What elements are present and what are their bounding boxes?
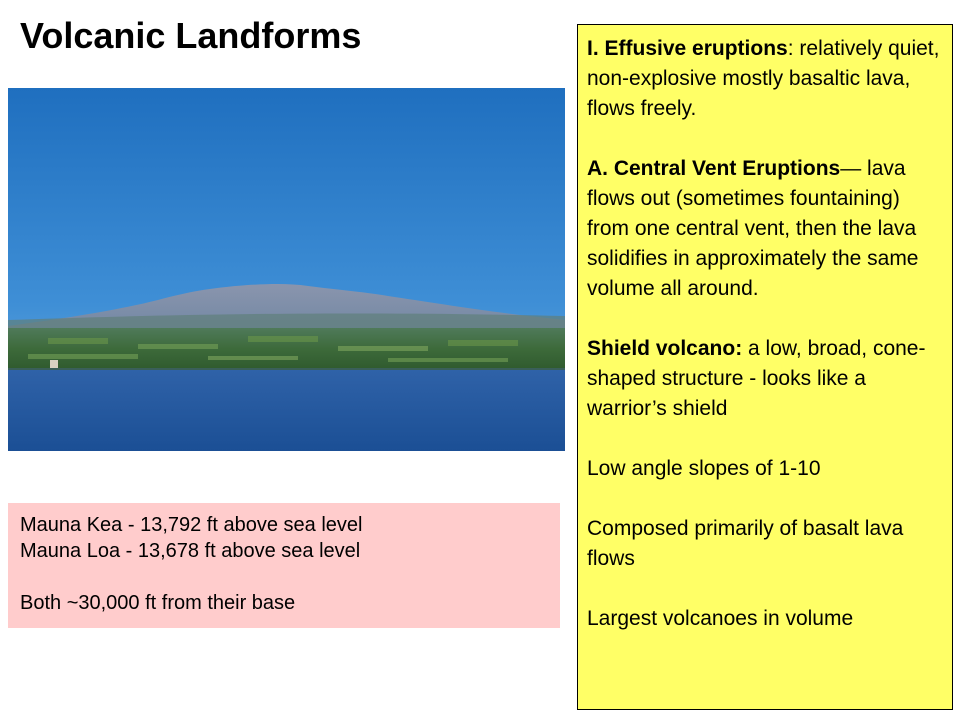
largest-text: Largest volcanoes in volume xyxy=(587,607,854,630)
shield-heading: Shield volcano: xyxy=(587,337,743,360)
effusive-heading: I. Effusive eruptions xyxy=(587,37,788,60)
composed-text: Composed primarily of basalt lava flows xyxy=(587,517,904,570)
caption-line: Mauna Loa - 13,678 ft above sea level xyxy=(20,540,361,562)
slide-title: Volcanic Landforms xyxy=(20,15,362,56)
composed-paragraph xyxy=(587,514,942,574)
caption-line xyxy=(20,564,560,590)
central-vent-dash: — xyxy=(840,157,862,180)
effusive-text: relatively quiet, non-explosive mostly basaltic lava, flows freely. xyxy=(587,37,940,120)
shield-text: a low, broad, cone-shaped structure - looks like a warrior’s shield xyxy=(587,337,926,420)
central-vent-heading: A. Central Vent Eruptions xyxy=(587,157,841,180)
caption-line: Both ~30,000 ft from their base xyxy=(20,592,296,614)
caption-line: Mauna Kea - 13,792 ft above sea level xyxy=(20,514,363,536)
slopes-text: Low angle slopes of 1-10 xyxy=(587,457,821,480)
mauna-caption-box xyxy=(8,503,560,628)
coastal-land xyxy=(8,328,565,370)
effusive-paragraph xyxy=(587,34,942,124)
central-vent-paragraph xyxy=(587,154,942,304)
volcano-photo xyxy=(8,88,565,451)
effusive-colon: : xyxy=(787,37,794,60)
shield-paragraph xyxy=(587,334,942,424)
central-vent-text: lava flows out (sometimes fountaining) from one central vent, then the lava solidifies in approximately the same volume all around. xyxy=(587,157,919,300)
sea xyxy=(8,370,565,451)
notes-box xyxy=(577,24,953,710)
largest-paragraph xyxy=(587,604,942,634)
slopes-paragraph xyxy=(587,454,942,484)
